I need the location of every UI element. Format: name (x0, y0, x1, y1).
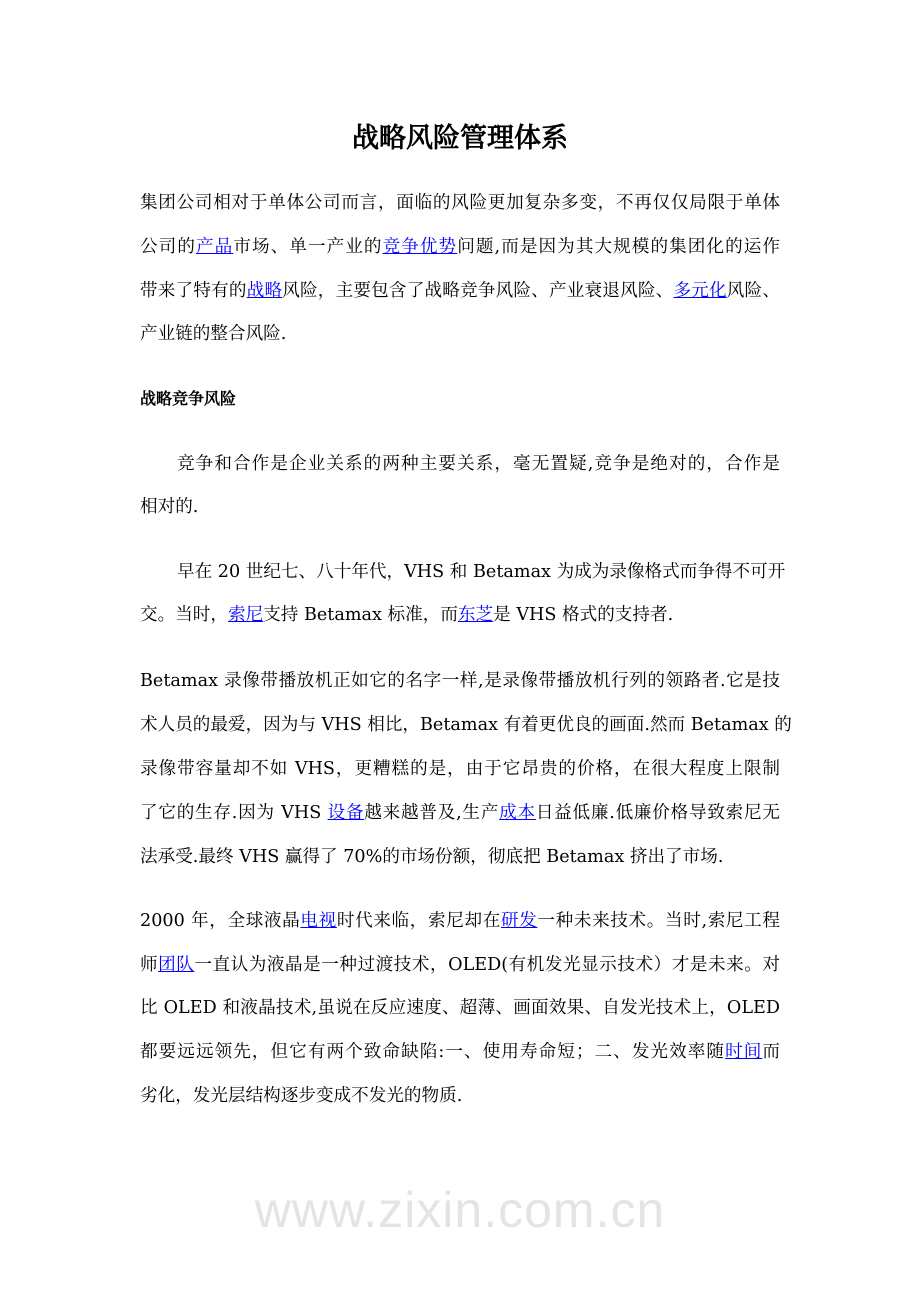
text-line (140, 449, 780, 479)
text-line (140, 188, 780, 218)
text-segment: 法承受.最终 VHS 赢得了 70%的市场份额，彻底把 Betamax 挤出了市场. (140, 847, 724, 867)
text-segment: 支持 Betamax 标准，而 (263, 605, 458, 625)
text-segment: 劣化，发光层结构逐步变成不发光的物质. (140, 1086, 463, 1106)
inline-link[interactable]: 竞争优势 (382, 237, 458, 257)
inline-link[interactable]: 索尼 (227, 605, 264, 625)
text-segment: 早在 20 世纪七、八十年代，VHS 和 Betamax 为成为录像格式而争得不可开 (177, 562, 786, 582)
text-segment: 风险、 (726, 281, 780, 301)
text-segment: 战略竞争风险 (140, 389, 237, 408)
text-segment: 市场、单一产业的 (233, 237, 383, 257)
inline-link[interactable]: 设备 (327, 803, 365, 823)
text-segment: 了它的生存.因为 VHS (140, 803, 328, 823)
text-line (140, 950, 780, 980)
text-segment: 产业链的整合风险. (140, 324, 287, 344)
text-segment: 相对的. (140, 497, 199, 517)
text-segment: 师 (140, 955, 159, 975)
text-line (140, 754, 780, 784)
text-segment: 而 (762, 1042, 780, 1062)
watermark: www.zixin.com.cn (254, 1182, 666, 1238)
text-segment: 一种未来技术。当时,索尼工程 (537, 911, 780, 931)
text-line (140, 842, 780, 872)
text-segment: 一直认为液晶是一种过渡技术，OLED(有机发光显示技术）才是未来。对 (194, 955, 780, 975)
text-segment: 比 OLED 和液晶技术,虽说在反应速度、超薄、画面效果、自发光技术上，OLED (140, 998, 780, 1018)
text-segment: 越来越普及,生产 (364, 803, 500, 823)
inline-link[interactable]: 电视 (300, 911, 337, 931)
text-segment: 问题,而是因为其大规模的集团化的运作 (457, 237, 780, 257)
text-segment: 术人员的最爱，因为与 VHS 相比，Betamax 有着更优良的画面.然而 Betamax 的 (140, 715, 792, 735)
text-line (140, 710, 792, 740)
text-segment: 都要远远领先，但它有两个致命缺陷:一、使用寿命短；二、发光效率随 (140, 1042, 726, 1062)
inline-link[interactable]: 研发 (500, 911, 538, 931)
inline-link[interactable]: 多元化 (673, 281, 727, 301)
document-title: 战略风险管理体系 (352, 123, 568, 154)
text-segment: 公司的 (140, 237, 196, 257)
text-line (140, 798, 780, 828)
text-line (140, 666, 780, 696)
text-segment: 日益低廉.低廉价格导致索尼无 (535, 803, 780, 823)
text-line (140, 906, 780, 936)
text-line (140, 993, 780, 1023)
text-segment: 带来了特有的 (140, 281, 247, 301)
inline-link[interactable]: 产品 (195, 237, 234, 257)
text-segment: 2000 年，全球液晶 (140, 911, 301, 931)
text-line (140, 557, 786, 587)
text-segment: 风险，主要包含了战略竞争风险、产业衰退风险、 (282, 281, 674, 301)
text-segment: Betamax 录像带播放机正如它的名字一样,是录像带播放机行列的领路者.它是技 (140, 671, 780, 691)
section-heading (140, 384, 780, 414)
text-line (140, 600, 780, 630)
text-segment: 时代来临，索尼却在 (336, 911, 501, 931)
text-segment: 竞争和合作是企业关系的两种主要关系，毫无置疑,竞争是绝对的，合作是 (177, 454, 780, 474)
inline-link[interactable]: 东芝 (457, 605, 494, 625)
text-line (140, 276, 780, 306)
text-line (140, 319, 780, 349)
inline-link[interactable]: 成本 (499, 803, 536, 823)
text-line (140, 1081, 780, 1111)
text-segment: 是 VHS 格式的支持者. (493, 605, 674, 625)
inline-link[interactable]: 战略 (246, 281, 283, 301)
text-line (140, 232, 780, 262)
text-line (140, 492, 780, 522)
text-line (140, 1037, 780, 1067)
inline-link[interactable]: 时间 (725, 1042, 763, 1062)
text-segment: 录像带容量却不如 VHS，更糟糕的是，由于它昂贵的价格，在很大程度上限制 (140, 759, 780, 779)
text-segment: 集团公司相对于单体公司而言，面临的风险更加复杂多变，不再仅仅局限于单体 (140, 193, 780, 213)
text-segment: 交。当时， (140, 605, 228, 625)
inline-link[interactable]: 团队 (158, 955, 195, 975)
